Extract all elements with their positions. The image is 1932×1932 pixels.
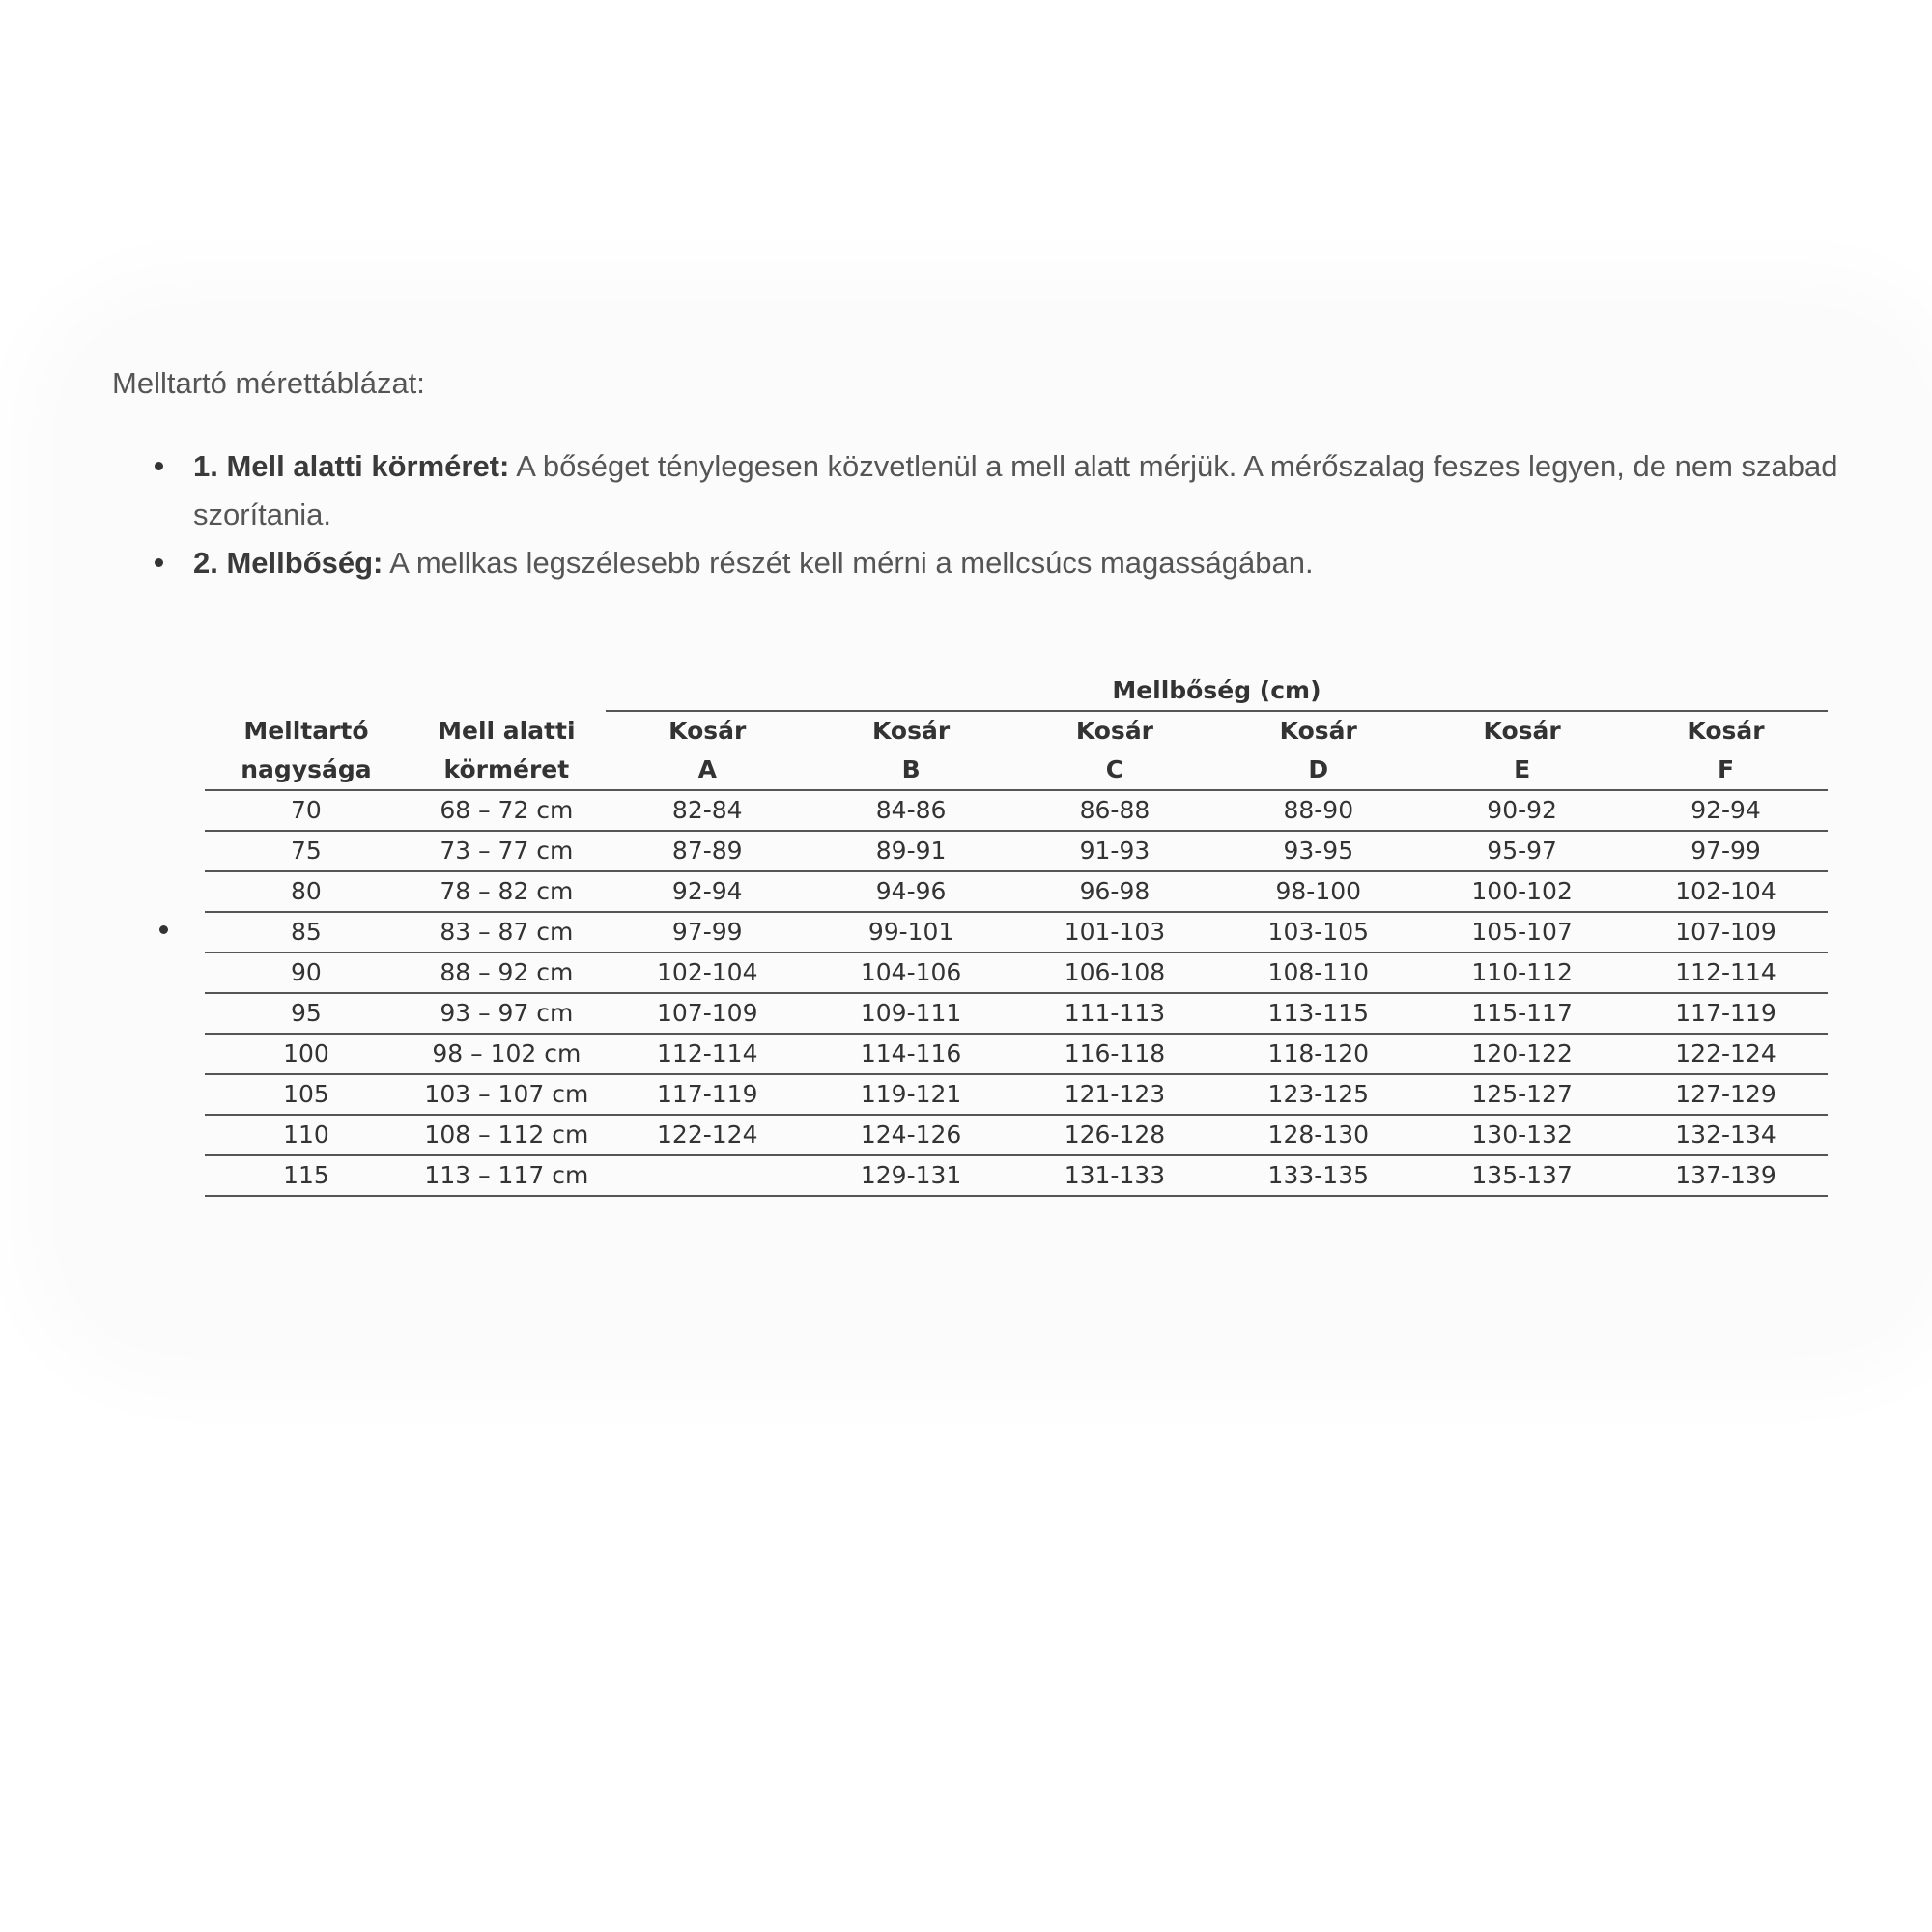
band-size-cell: 95 [205, 993, 408, 1034]
underbust-cell: 103 – 107 cm [408, 1074, 606, 1115]
step-bust [155, 539, 1855, 587]
cup-header: Kosár [668, 717, 747, 745]
table-row [205, 1115, 1828, 1155]
cup-c-cell: 111-113 [1013, 993, 1217, 1034]
cup-f-cell: 92-94 [1624, 790, 1828, 831]
cup-a-cell: 112-114 [606, 1034, 810, 1074]
cup-header: Kosár [1483, 717, 1561, 745]
cup-f-cell: 102-104 [1624, 871, 1828, 912]
cup-e-cell: 120-122 [1420, 1034, 1624, 1074]
table-row [205, 790, 1828, 831]
cup-header: Kosár [1687, 717, 1765, 745]
cup-letter: A [606, 751, 810, 790]
cup-f-cell: 107-109 [1624, 912, 1828, 952]
bullet-icon [155, 462, 163, 470]
cup-c-cell: 96-98 [1013, 871, 1217, 912]
cup-b-cell: 109-111 [810, 993, 1013, 1034]
cup-d-cell: 93-95 [1216, 831, 1420, 871]
cup-c-cell: 126-128 [1013, 1115, 1217, 1155]
step-text: A mellkas legszélesebb részét kell mérni a mellcsúcs magasságában. [389, 546, 1314, 580]
cup-f-cell: 132-134 [1624, 1115, 1828, 1155]
cup-c-cell: 121-123 [1013, 1074, 1217, 1115]
underbust-cell: 83 – 87 cm [408, 912, 606, 952]
band-size-cell: 110 [205, 1115, 408, 1155]
cup-d-cell: 123-125 [1216, 1074, 1420, 1115]
cup-b-cell: 129-131 [810, 1155, 1013, 1196]
cup-e-cell: 100-102 [1420, 871, 1624, 912]
cup-b-cell: 89-91 [810, 831, 1013, 871]
cup-e-cell: 135-137 [1420, 1155, 1624, 1196]
bullet-icon [155, 558, 163, 567]
table-row [205, 993, 1828, 1034]
cup-b-cell: 114-116 [810, 1034, 1013, 1074]
cup-b-cell: 124-126 [810, 1115, 1013, 1155]
cup-b-cell: 104-106 [810, 952, 1013, 993]
cup-e-cell: 105-107 [1420, 912, 1624, 952]
underbust-header: körméret [443, 755, 570, 783]
cup-a-cell: 92-94 [606, 871, 810, 912]
cup-letter: F [1624, 751, 1828, 790]
bullet-icon [159, 925, 168, 934]
cup-letter: E [1420, 751, 1624, 790]
band-size-cell: 80 [205, 871, 408, 912]
underbust-header: Mell alatti [438, 716, 576, 745]
cup-e-cell: 110-112 [1420, 952, 1624, 993]
step-label: 2. Mellbőség: [193, 546, 384, 580]
cup-d-cell: 98-100 [1216, 871, 1420, 912]
cup-a-cell: 122-124 [606, 1115, 810, 1155]
table-row [205, 1034, 1828, 1074]
cup-a-cell [606, 1155, 810, 1196]
band-size-cell: 75 [205, 831, 408, 871]
cup-header: Kosár [871, 717, 951, 745]
size-header: nagysága [241, 755, 372, 783]
table-row [205, 952, 1828, 993]
step-underbust [155, 442, 1855, 539]
band-size-cell: 105 [205, 1074, 408, 1115]
cup-f-cell: 97-99 [1624, 831, 1828, 871]
cup-b-cell: 119-121 [810, 1074, 1013, 1115]
table-row [205, 1074, 1828, 1115]
underbust-cell: 108 – 112 cm [408, 1115, 606, 1155]
measurement-steps [155, 442, 1855, 587]
cup-a-cell: 87-89 [606, 831, 810, 871]
band-size-cell: 90 [205, 952, 408, 993]
step-text: A bőséget ténylegesen közvetlenül a mell alatt mérjük. A mérőszalag feszes legyen, de nem szabad szorítania. [193, 449, 1838, 531]
cup-d-cell: 118-120 [1216, 1034, 1420, 1074]
cup-f-cell: 122-124 [1624, 1034, 1828, 1074]
band-size-cell: 115 [205, 1155, 408, 1196]
size-header: Melltartó [243, 716, 369, 745]
cup-a-cell: 117-119 [606, 1074, 810, 1115]
underbust-cell: 78 – 82 cm [408, 871, 606, 912]
cup-a-cell: 82-84 [606, 790, 810, 831]
header-spacer [408, 671, 606, 711]
cup-b-cell: 84-86 [810, 790, 1013, 831]
cup-d-cell: 113-115 [1216, 993, 1420, 1034]
cup-c-cell: 101-103 [1013, 912, 1217, 952]
bust-group-header: Mellbőség (cm) [606, 671, 1828, 711]
cup-c-cell: 106-108 [1013, 952, 1217, 993]
table-row [205, 912, 1828, 952]
cup-e-cell: 115-117 [1420, 993, 1624, 1034]
table-row [205, 1155, 1828, 1196]
cup-d-cell: 128-130 [1216, 1115, 1420, 1155]
cup-b-cell: 99-101 [810, 912, 1013, 952]
cup-f-cell: 112-114 [1624, 952, 1828, 993]
cup-header: Kosár [1279, 717, 1357, 745]
cup-e-cell: 125-127 [1420, 1074, 1624, 1115]
cup-a-cell: 107-109 [606, 993, 810, 1034]
cup-d-cell: 103-105 [1216, 912, 1420, 952]
band-size-cell: 100 [205, 1034, 408, 1074]
cup-header: Kosár [1075, 717, 1154, 745]
header-spacer [205, 671, 408, 711]
cup-c-cell: 86-88 [1013, 790, 1217, 831]
band-size-cell: 85 [205, 912, 408, 952]
cup-f-cell: 137-139 [1624, 1155, 1828, 1196]
underbust-cell: 73 – 77 cm [408, 831, 606, 871]
bra-size-table [205, 671, 1828, 1197]
cup-d-cell: 108-110 [1216, 952, 1420, 993]
cup-a-cell: 102-104 [606, 952, 810, 993]
cup-f-cell: 117-119 [1624, 993, 1828, 1034]
cup-a-cell: 97-99 [606, 912, 810, 952]
step-label: 1. Mell alatti körméret: [193, 449, 510, 483]
table-row [205, 871, 1828, 912]
underbust-cell: 68 – 72 cm [408, 790, 606, 831]
cup-letter: B [810, 751, 1013, 790]
cup-c-cell: 91-93 [1013, 831, 1217, 871]
cup-letter: D [1216, 751, 1420, 790]
band-size-cell: 70 [205, 790, 408, 831]
cup-f-cell: 127-129 [1624, 1074, 1828, 1115]
cup-e-cell: 95-97 [1420, 831, 1624, 871]
cup-d-cell: 88-90 [1216, 790, 1420, 831]
cup-c-cell: 131-133 [1013, 1155, 1217, 1196]
cup-c-cell: 116-118 [1013, 1034, 1217, 1074]
underbust-cell: 88 – 92 cm [408, 952, 606, 993]
cup-e-cell: 130-132 [1420, 1115, 1624, 1155]
cup-d-cell: 133-135 [1216, 1155, 1420, 1196]
cup-e-cell: 90-92 [1420, 790, 1624, 831]
underbust-cell: 113 – 117 cm [408, 1155, 606, 1196]
cup-b-cell: 94-96 [810, 871, 1013, 912]
table-row [205, 831, 1828, 871]
cup-letter: C [1013, 751, 1217, 790]
underbust-cell: 98 – 102 cm [408, 1034, 606, 1074]
underbust-cell: 93 – 97 cm [408, 993, 606, 1034]
page-heading: Melltartó mérettáblázat: [112, 366, 425, 400]
